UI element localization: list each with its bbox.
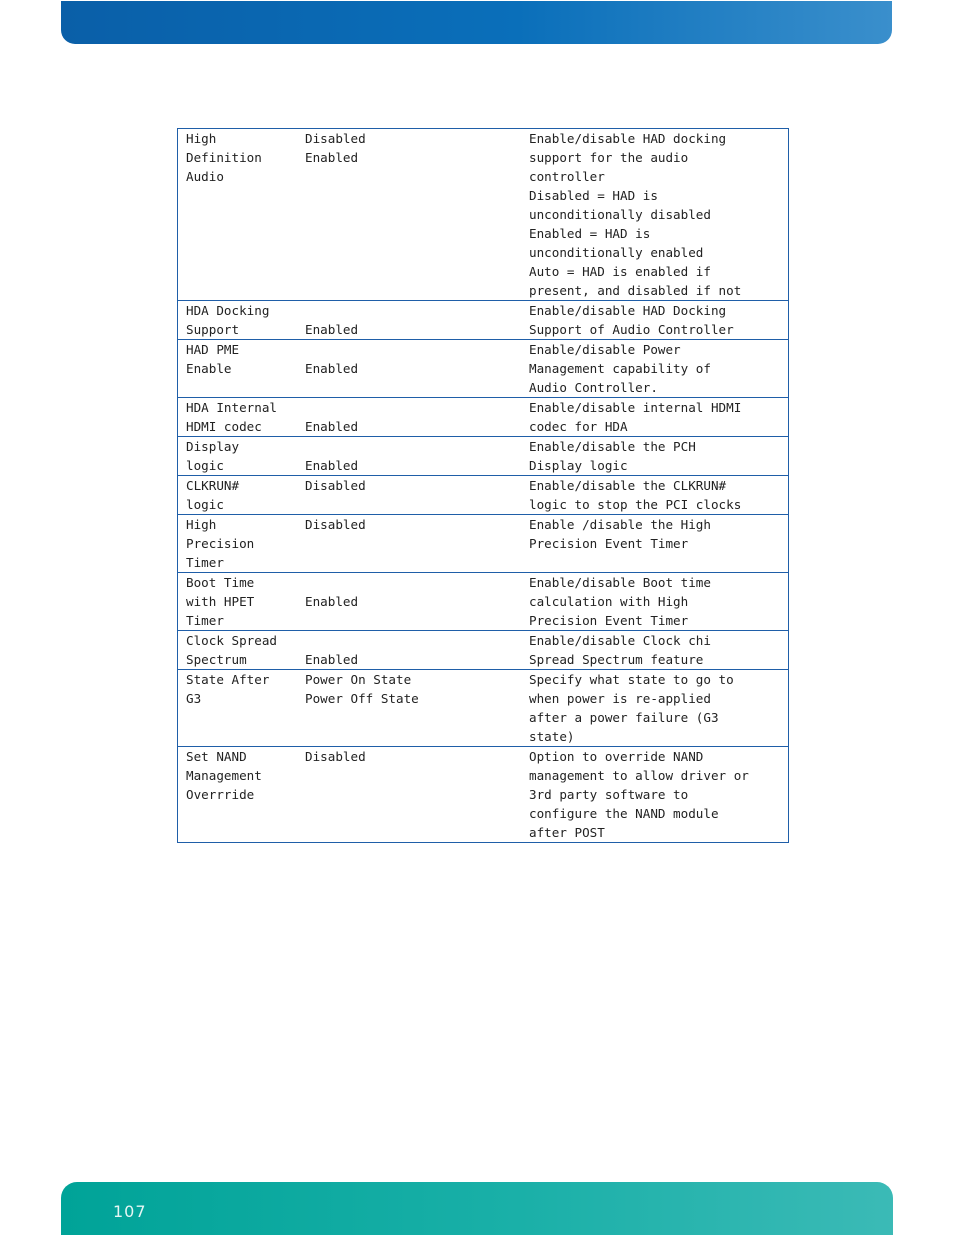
bios-settings-table [177,128,789,843]
setting-name: CLKRUN# logic [186,478,240,512]
setting-value: Enabled [305,361,359,376]
table-row [178,476,789,515]
setting-name: Clock Spread Spectrum [186,633,277,667]
setting-description: Enable /disable the High Precision Event Timer [529,517,711,551]
setting-name: High Precision Timer [186,517,255,570]
setting-value: Disabled Enabled [305,131,366,165]
setting-value: Enabled [305,419,359,434]
setting-description: Option to override NAND management to allow driver or 3rd party software to configure the NAND module after POST [529,749,749,840]
setting-value: Enabled [305,594,359,609]
table-row [178,301,789,340]
table-row [178,573,789,631]
setting-name: Boot Time with HPET Timer [186,575,255,628]
setting-description: Enable/disable the PCH Display logic [529,439,696,473]
setting-name: Set NAND Management Overrride [186,749,262,802]
setting-description: Enable/disable Clock chi Spread Spectrum feature [529,633,711,667]
setting-description: Enable/disable internal HDMI codec for HDA [529,400,742,434]
setting-value: Disabled [305,517,366,532]
table-row [178,631,789,670]
table-row [178,515,789,573]
setting-value: Disabled [305,749,366,764]
setting-value: Enabled [305,458,359,473]
page-number: 107 [113,1202,147,1221]
setting-name: HAD PME Enable [186,342,240,376]
setting-name: HDA Internal HDMI codec [186,400,277,434]
setting-description: Specify what state to go to when power is re-applied after a power failure (G3 state) [529,672,734,744]
header-band [61,1,892,44]
setting-name: State After G3 [186,672,270,706]
setting-value: Enabled [305,652,359,667]
table-row [178,398,789,437]
setting-name: HDA Docking Support [186,303,270,337]
table-row [178,670,789,747]
setting-description: Enable/disable Boot time calculation with High Precision Event Timer [529,575,711,628]
setting-value: Enabled [305,322,359,337]
setting-description: Enable/disable the CLKRUN# logic to stop the PCI clocks [529,478,742,512]
table-row [178,747,789,843]
footer-band [61,1182,893,1235]
table-row [178,437,789,476]
table-row [178,340,789,398]
setting-value: Power On State Power Off State [305,672,419,706]
setting-value: Disabled [305,478,366,493]
setting-description: Enable/disable HAD docking support for the audio controller Disabled = HAD is unconditionally disabled Enabled = HAD is unconditionally enabled Auto = HAD is enabled if present, and disabled if not [529,131,742,298]
setting-name: Display logic [186,439,240,473]
setting-description: Enable/disable Power Management capability of Audio Controller. [529,342,711,395]
setting-description: Enable/disable HAD Docking Support of Audio Controller [529,303,734,337]
table-row [178,129,789,301]
setting-name: High Definition Audio [186,131,262,184]
